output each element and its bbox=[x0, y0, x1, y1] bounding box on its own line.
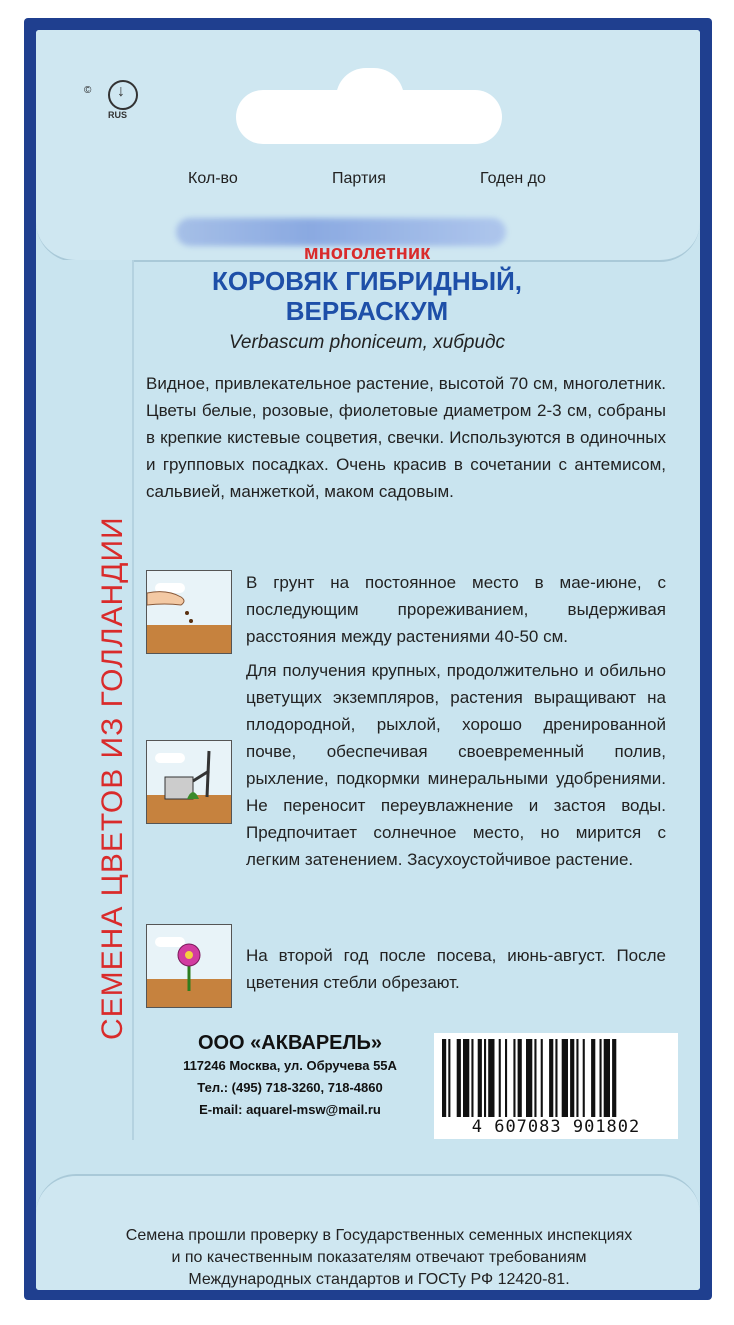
barcode bbox=[434, 1033, 678, 1139]
category-label: многолетник bbox=[303, 242, 431, 264]
field-expiry: Годен до bbox=[480, 170, 546, 187]
certification-note bbox=[36, 1225, 700, 1290]
rus-logo-icon bbox=[108, 80, 138, 110]
title-line: КОРОВЯК ГИБРИДНЫЙ, bbox=[211, 266, 523, 296]
barcode-bars-icon bbox=[442, 1039, 670, 1117]
step-sowing: В грунт на постоянное место в мае-июне, с последующим прореживанием, выдерживая расстояния между растениями 40-50 см. bbox=[246, 573, 666, 646]
barcode-digits: 4 607083 901802 bbox=[471, 1117, 641, 1137]
step-care: Для получения крупных, продолжительно и обильно цветущих экземпляров, растения выращивают на плодородной, рыхлой, хорошо дренированной почве, обеспечивая своевременный полив, рыхление, подкормки минеральными удобрениями. Не переносит переувлажнение и застоя воды. Предпочитает солнечное место, но мирится с легким затенением. Засухоустойчивое растение. bbox=[246, 661, 666, 869]
watering-can-icon bbox=[146, 740, 232, 824]
title-line: ВЕРБАСКУМ bbox=[285, 296, 449, 326]
description: Видное, привлекательное растение, высотой 70 см, многолетник. Цветы белые, розовые, фиолетовые диаметром 2-3 см, собраны в крепкие кистевые соцветия, свечки. Используются в одиночных и групповых посадках. Очень красив в сочетании с антемисом, сальвией, манжеткой, маком садовым. bbox=[146, 374, 666, 501]
side-text: СЕМЕНА ЦВЕТОВ ИЗ ГОЛЛАНДИИ bbox=[96, 516, 129, 1040]
company-address: 117246 Москва, ул. Обручева 55А bbox=[183, 1058, 397, 1073]
company-block bbox=[150, 1032, 430, 1121]
sowing-hand-icon bbox=[146, 570, 232, 654]
field-quantity: Кол-во bbox=[188, 170, 238, 187]
footer-line: Международных стандартов и ГОСТу РФ 12420-81. bbox=[188, 1271, 570, 1288]
product-title bbox=[0, 266, 734, 326]
top-flap bbox=[36, 30, 700, 262]
flower-icon bbox=[146, 924, 232, 1008]
footer-line: и по качественным показателям отвечают требованиям bbox=[171, 1249, 587, 1266]
field-batch: Партия bbox=[332, 170, 386, 187]
country-code: RUS bbox=[108, 110, 128, 120]
company-phone: Тел.: (495) 718-3260, 718-4860 bbox=[197, 1080, 383, 1095]
company-name: ООО «АКВАРЕЛЬ» bbox=[197, 1032, 383, 1054]
latin-name: Verbascum phoniceum, хибридс bbox=[228, 332, 506, 353]
step-flowering: На второй год после посева, июнь-август. После цветения стебли обрезают. bbox=[246, 946, 666, 992]
hang-window bbox=[236, 90, 502, 144]
footer-line: Семена прошли проверку в Государственных семенных инспекциях bbox=[125, 1227, 633, 1244]
company-email: E-mail: aquarel-msw@mail.ru bbox=[199, 1102, 381, 1117]
copyright-mark: © bbox=[84, 85, 92, 96]
